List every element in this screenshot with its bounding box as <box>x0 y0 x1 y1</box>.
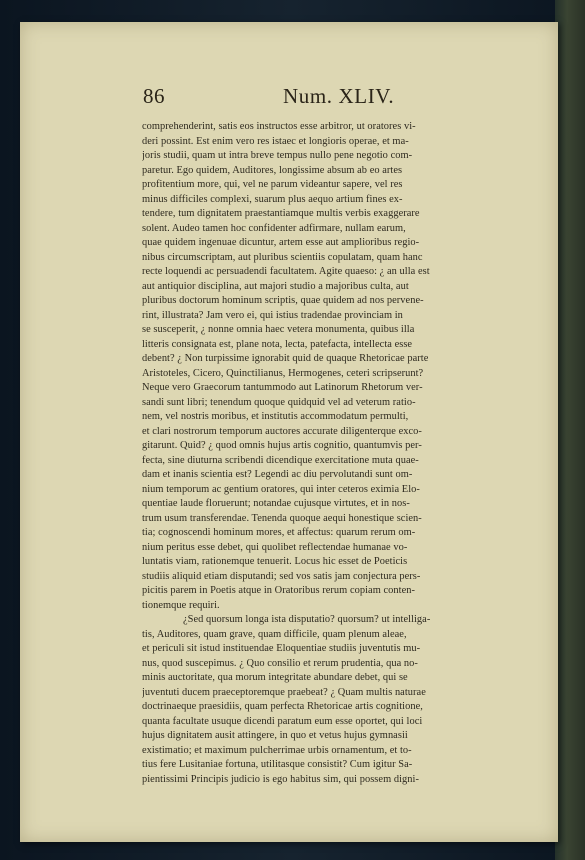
text-line: aut antiquior disciplina, aut majori studio a majoribus culta, aut <box>142 280 409 292</box>
body-text <box>142 120 547 787</box>
text-line: Aristoteles, Cicero, Quinctilianus, Hermogenes, ceteri scripserunt? <box>142 367 424 379</box>
text-line: et clari nostrorum temporum auctores accurate diligenterque exco- <box>142 425 422 437</box>
text-line: quentiae laude floruerunt; notandae cujusque virtutes, et in nos- <box>142 498 410 509</box>
text-line: joris studii, quam ut intra breve tempus nullo pene negotio com- <box>142 150 413 161</box>
text-line: hujus dignitatem ausit attingere, in quo et vetus hujus gymnasii <box>142 730 408 741</box>
text-line: comprehenderint, satis eos instructos esse arbitror, ut oratores vi- <box>142 121 416 132</box>
text-line: nium peritus esse debet, qui quolibet reflectendae humanae vo- <box>142 541 408 553</box>
text-line: se susceperit, ¿ nonne omnia haec vetera monumenta, quibus illa <box>142 324 415 335</box>
page-number: 86 <box>143 84 165 108</box>
text-line: et periculi sit istud instituendae Eloquentiae studiis juventutis mu- <box>142 643 421 654</box>
text-line: sandi sunt libri; tenendum quoque quidquid vel ad veterum ratio- <box>142 396 416 408</box>
text-line: recte loquendi ac persuadendi facultatem. Agite quaeso: ¿ an ulla est <box>142 266 430 277</box>
text-line: gitarunt. Quid? ¿ quod omnis hujus artis cognitio, quantumvis per- <box>142 440 422 451</box>
text-line: quae quidem ingenuae dicuntur, artem esse aut amplioribus regio- <box>142 237 420 248</box>
running-title: Num. XLIV. <box>283 84 395 108</box>
text-line: tionemque requiri. <box>142 599 220 611</box>
text-line: nus, quod suscepimus. ¿ Quo consilio et rerum prudentia, qua no- <box>142 657 418 669</box>
text-line: pluribus doctorum hominum scriptis, quae quidem ad nos pervene- <box>142 295 424 306</box>
text-line: trum usum transferendae. Tenenda quoque aequi honestique scien- <box>142 512 422 524</box>
text-line: doctrinaeque praesidiis, quam perfecta Rhetoricae artis cognitione, <box>142 701 423 712</box>
text-line: nium temporum ac gentium oratores, qui inter ceteros eximia Elo- <box>142 483 420 495</box>
text-line: litteris consignata est, plane nota, lecta, patefacta, intellecta esse <box>142 338 413 350</box>
text-line: luntatis viam, rationemque tenuerit. Locus hic esset de Poeticis <box>142 556 408 567</box>
text-line: ¿Sed quorsum longa ista disputatio? quorsum? ut intelliga- <box>183 614 431 625</box>
text-line: tius fere Lusitaniae fortuna, utilitasque consistit? Cum igitur Sa- <box>142 759 413 770</box>
text-line: picitis parem in Poetis atque in Oratoribus rerum copiam conten- <box>142 585 415 596</box>
text-line: debent? ¿ Non turpissime ignorabit quid de quaque Rhetoricae parte <box>142 353 429 364</box>
text-line: profitentium more, qui, vel ne parum videantur sapere, vel res <box>142 179 403 190</box>
text-line: nem, vel nostris moribus, et institutis accommodatum permulti, <box>142 411 409 422</box>
text-line: tendere, tum dignitatem praestantiamque multis verbis exaggerare <box>142 208 420 219</box>
text-line: tia; cognoscendi hominum mores, et affectus: quarum rerum om- <box>142 527 416 538</box>
text-line: minus difficiles complexi, suarum plus aequo artium fines ex- <box>142 193 403 205</box>
text-line: minis auctoritate, qua morum integritate abundare debet, qui se <box>142 672 408 683</box>
page-header <box>20 84 558 124</box>
text-line: deri possint. Est enim vero res istaec et longioris operae, et ma- <box>142 135 409 147</box>
text-line: dam et inanis scientia est? Legendi ac diu pervolutandi sunt om- <box>142 469 413 480</box>
book-edge <box>555 0 585 860</box>
paragraph <box>142 613 547 787</box>
text-line: rint, illustrata? Jam vero ei, qui istius tradendae provinciam in <box>142 309 403 321</box>
text-line: pientissimi Principis judicio is ego habitus sim, qui possem digni- <box>142 773 419 785</box>
text-line: Neque vero Graecorum tantummodo aut Latinorum Rhetorum ver- <box>142 382 423 393</box>
text-line: fecta, sine diuturna scribendi dicendique exercitatione muta quae- <box>142 454 419 466</box>
text-line: nibus circumscriptam, aut pluribus scientiis copulatam, quam hanc <box>142 251 423 263</box>
text-line: studiis aliquid etiam disputandi; sed vos satis jam conjectura pers- <box>142 570 421 582</box>
text-line: juventuti ducem praeceptoremque praebeat? ¿ Quam multis naturae <box>142 686 426 698</box>
text-line: tis, Auditores, quam grave, quam difficile, quam plenum aleae, <box>142 628 407 640</box>
text-line: paretur. Ego quidem, Auditores, longissime absum ab eo artes <box>142 164 403 176</box>
document-page <box>20 22 558 842</box>
text-line: quanta facultate usuque dicendi paratum eum esse oportet, qui loci <box>142 715 423 727</box>
text-line: solent. Audeo tamen hoc confidenter adfirmare, nullam earum, <box>142 222 406 234</box>
text-line: existimatio; et maximum pulcherrimae urbis ornamentum, et to- <box>142 744 412 756</box>
paragraph <box>142 120 547 613</box>
